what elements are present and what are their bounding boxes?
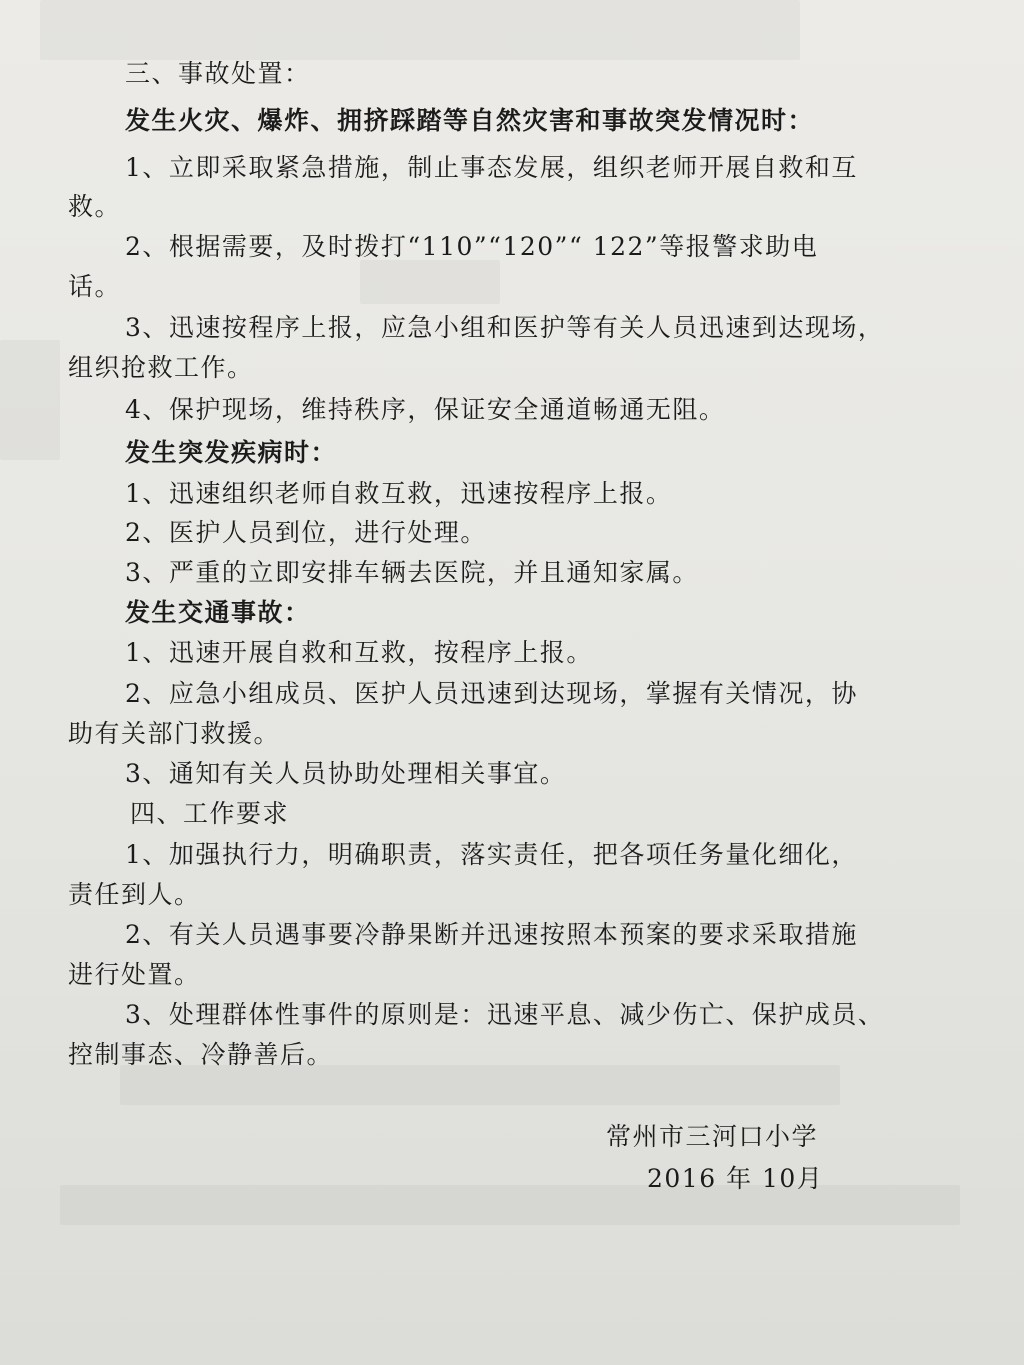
paragraph-line: 3、处理群体性事件的原则是：迅速平息、减少伤亡、保护成员、 xyxy=(125,1000,885,1029)
paragraph-line: 2、有关人员遇事要冷静果断并迅速按照本预案的要求采取措施 xyxy=(125,920,858,949)
section-heading-4: 四、工作要求 xyxy=(130,799,290,828)
subheading-traffic: 发生交通事故： xyxy=(125,598,311,627)
paragraph-line: 救。 xyxy=(68,192,122,221)
paragraph-line: 4、保护现场，维持秩序，保证安全通道畅通无阻。 xyxy=(125,395,726,424)
paragraph-line: 2、医护人员到位，进行处理。 xyxy=(125,518,487,547)
paragraph-line: 1、迅速开展自救和互救，按程序上报。 xyxy=(125,638,593,667)
paragraph-line: 进行处置。 xyxy=(68,960,201,989)
subheading-illness: 发生突发疾病时： xyxy=(125,438,338,467)
paragraph-line: 助有关部门救援。 xyxy=(68,719,281,748)
paragraph-line: 2、根据需要，及时拨打“110”“120”“ 122”等报警求助电 xyxy=(125,232,819,261)
paragraph-line: 2、应急小组成员、医护人员迅速到达现场，掌握有关情况，协 xyxy=(125,679,858,708)
paragraph-line: 组织抢救工作。 xyxy=(68,353,254,382)
signature-date: 2016 年 10月 xyxy=(647,1164,824,1193)
paragraph-line: 3、迅速按程序上报，应急小组和医护等有关人员迅速到达现场， xyxy=(125,313,885,342)
paragraph-line: 1、迅速组织老师自救互救，迅速按程序上报。 xyxy=(125,479,673,508)
paragraph-line: 3、通知有关人员协助处理相关事宜。 xyxy=(125,759,567,788)
paragraph-line: 话。 xyxy=(68,272,122,301)
paragraph-line: 1、加强执行力，明确职责，落实责任，把各项任务量化细化， xyxy=(125,840,858,869)
paragraph-line: 1、立即采取紧急措施，制止事态发展，组织老师开展自救和互 xyxy=(125,153,858,182)
paragraph-line: 3、严重的立即安排车辆去医院，并且通知家属。 xyxy=(125,558,699,587)
paragraph-line: 责任到人。 xyxy=(68,880,201,909)
subheading-fire: 发生火灾、爆炸、拥挤踩踏等自然灾害和事故突发情况时： xyxy=(125,106,815,135)
section-heading-3: 三、事故处置： xyxy=(125,59,311,88)
paragraph-line: 控制事态、冷静善后。 xyxy=(68,1040,334,1069)
signature-organization: 常州市三河口小学 xyxy=(606,1122,819,1151)
